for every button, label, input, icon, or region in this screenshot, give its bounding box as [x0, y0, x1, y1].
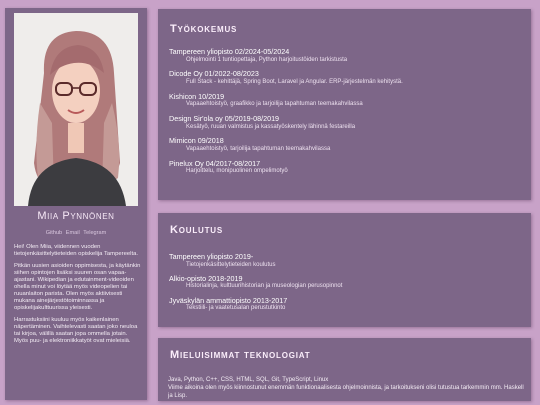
work-experience-card	[158, 9, 531, 200]
work-entry	[169, 93, 523, 109]
technologies-card	[158, 338, 531, 401]
work-entry	[169, 137, 523, 153]
github-link[interactable]: Github	[45, 230, 63, 236]
entry-heading: Dicode Oy 01/2022-08/2023	[169, 69, 259, 79]
work-entries	[169, 48, 523, 182]
work-entry	[169, 115, 523, 131]
section-title: Koulutus	[170, 224, 224, 236]
entry-description: Vapaaehtoistyö, graafikko ja tarjoilija tapahtuman teemakahvilassa	[186, 101, 363, 108]
email-link[interactable]: Email	[65, 230, 80, 236]
technologies-note: Viime aikoina olen myös kiinnostunut enemmän funktionaalisesta ohjelmoinnista, ja tarkoitukseni olisi tutustua tarkemmin mm. Haskell ja Lisp.	[168, 384, 524, 399]
profile-photo	[14, 13, 138, 206]
entry-heading: Tampereen yliopisto 02/2024-05/2024	[169, 47, 290, 56]
entry-heading: Pinelux Oy 04/2017-08/2017	[169, 158, 261, 168]
bio-paragraph: Harrastuksiini kuuluu myös kaikenlainen näpertäminen. Vaihtelevasti saatan joko neuloa tai kirjoa, välillä saatan jopa ommella jotain. Myös puu- ja elektroniikkatyöt ovat mieleisiä.	[14, 316, 138, 344]
contact-links	[5, 230, 147, 236]
technologies-list: Java, Python, C++, CSS, HTML, SQL, Git, TypeScript, Linux	[168, 377, 329, 383]
section-title: Työkokemus	[170, 23, 238, 35]
entry-description: Kesätyö, ruuan valmistus ja kassatyöskentely lähinnä festareilla	[186, 123, 356, 130]
education-entry	[169, 253, 523, 269]
entry-description: Tekstiili- ja vaatetusalan perustutkinto	[186, 305, 286, 312]
work-entry	[169, 70, 523, 86]
entry-description: Harjoittelu, monipuolinen ompelimotyö	[186, 168, 288, 175]
profile-card	[5, 8, 147, 400]
entry-description: Full Stack - kehittäjä, Spring Boot, Laravel ja Angular. ERP-järjestelmän kehitystä.	[186, 78, 403, 85]
technologies-text	[168, 377, 527, 400]
work-entry	[169, 48, 523, 64]
education-entry	[169, 297, 523, 313]
entry-description: Tietojenkäsittelytieteiden koulutus	[186, 261, 276, 268]
entry-description: Vapaaehtoistyö, tarjoilija tapahtuman teemakahvilassa	[186, 145, 331, 152]
entry-heading: Alkio-opisto 2018-2019	[169, 273, 243, 283]
section-title: Mieluisimmat teknologiat	[170, 349, 311, 361]
work-entry	[169, 160, 523, 176]
entry-heading: Jyväskylän ammattiopisto 2013-2017	[169, 295, 288, 305]
entry-description: Historialinja, kulttuurihistorian ja museologian perusopinnot	[186, 283, 343, 290]
bio-paragraph: Pitkän uusien asioiden oppimisesta, ja käytänkin siihen opintojen lisäksi suuren osan vapaa-ajastani. Wikipedian ja edutainment-videoiden ohella minut voi löytää myös videopelien tai ruuanlaiton parista. Olen myös aktiivisesti mukana ainejärjestötoiminnassa ja opiskelijakulttuurissa yleisesti.	[14, 262, 141, 311]
profile-name: Miia Pynnönen	[37, 210, 115, 222]
telegram-link[interactable]: Telegram	[83, 230, 107, 236]
education-card	[158, 213, 531, 327]
entry-heading: Mimicon 09/2018	[169, 136, 224, 146]
education-entry	[169, 275, 523, 291]
bio	[14, 244, 141, 350]
education-entries	[169, 253, 523, 318]
entry-heading: Tampereen yliopisto 2019-	[169, 252, 254, 261]
entry-heading: Design Sir'ola oy 05/2019-08/2019	[169, 113, 280, 123]
entry-heading: Kishicon 10/2019	[169, 91, 225, 101]
bio-paragraph: Hei! Olen Miia, viidennen vuoden tietojenkäsittelytieteiden opiskelija Tampereelta.	[14, 244, 138, 257]
entry-description: Ohjelmointi 1 tuntiopettaja, Python harjoitustöiden tarkistusta	[186, 56, 348, 63]
